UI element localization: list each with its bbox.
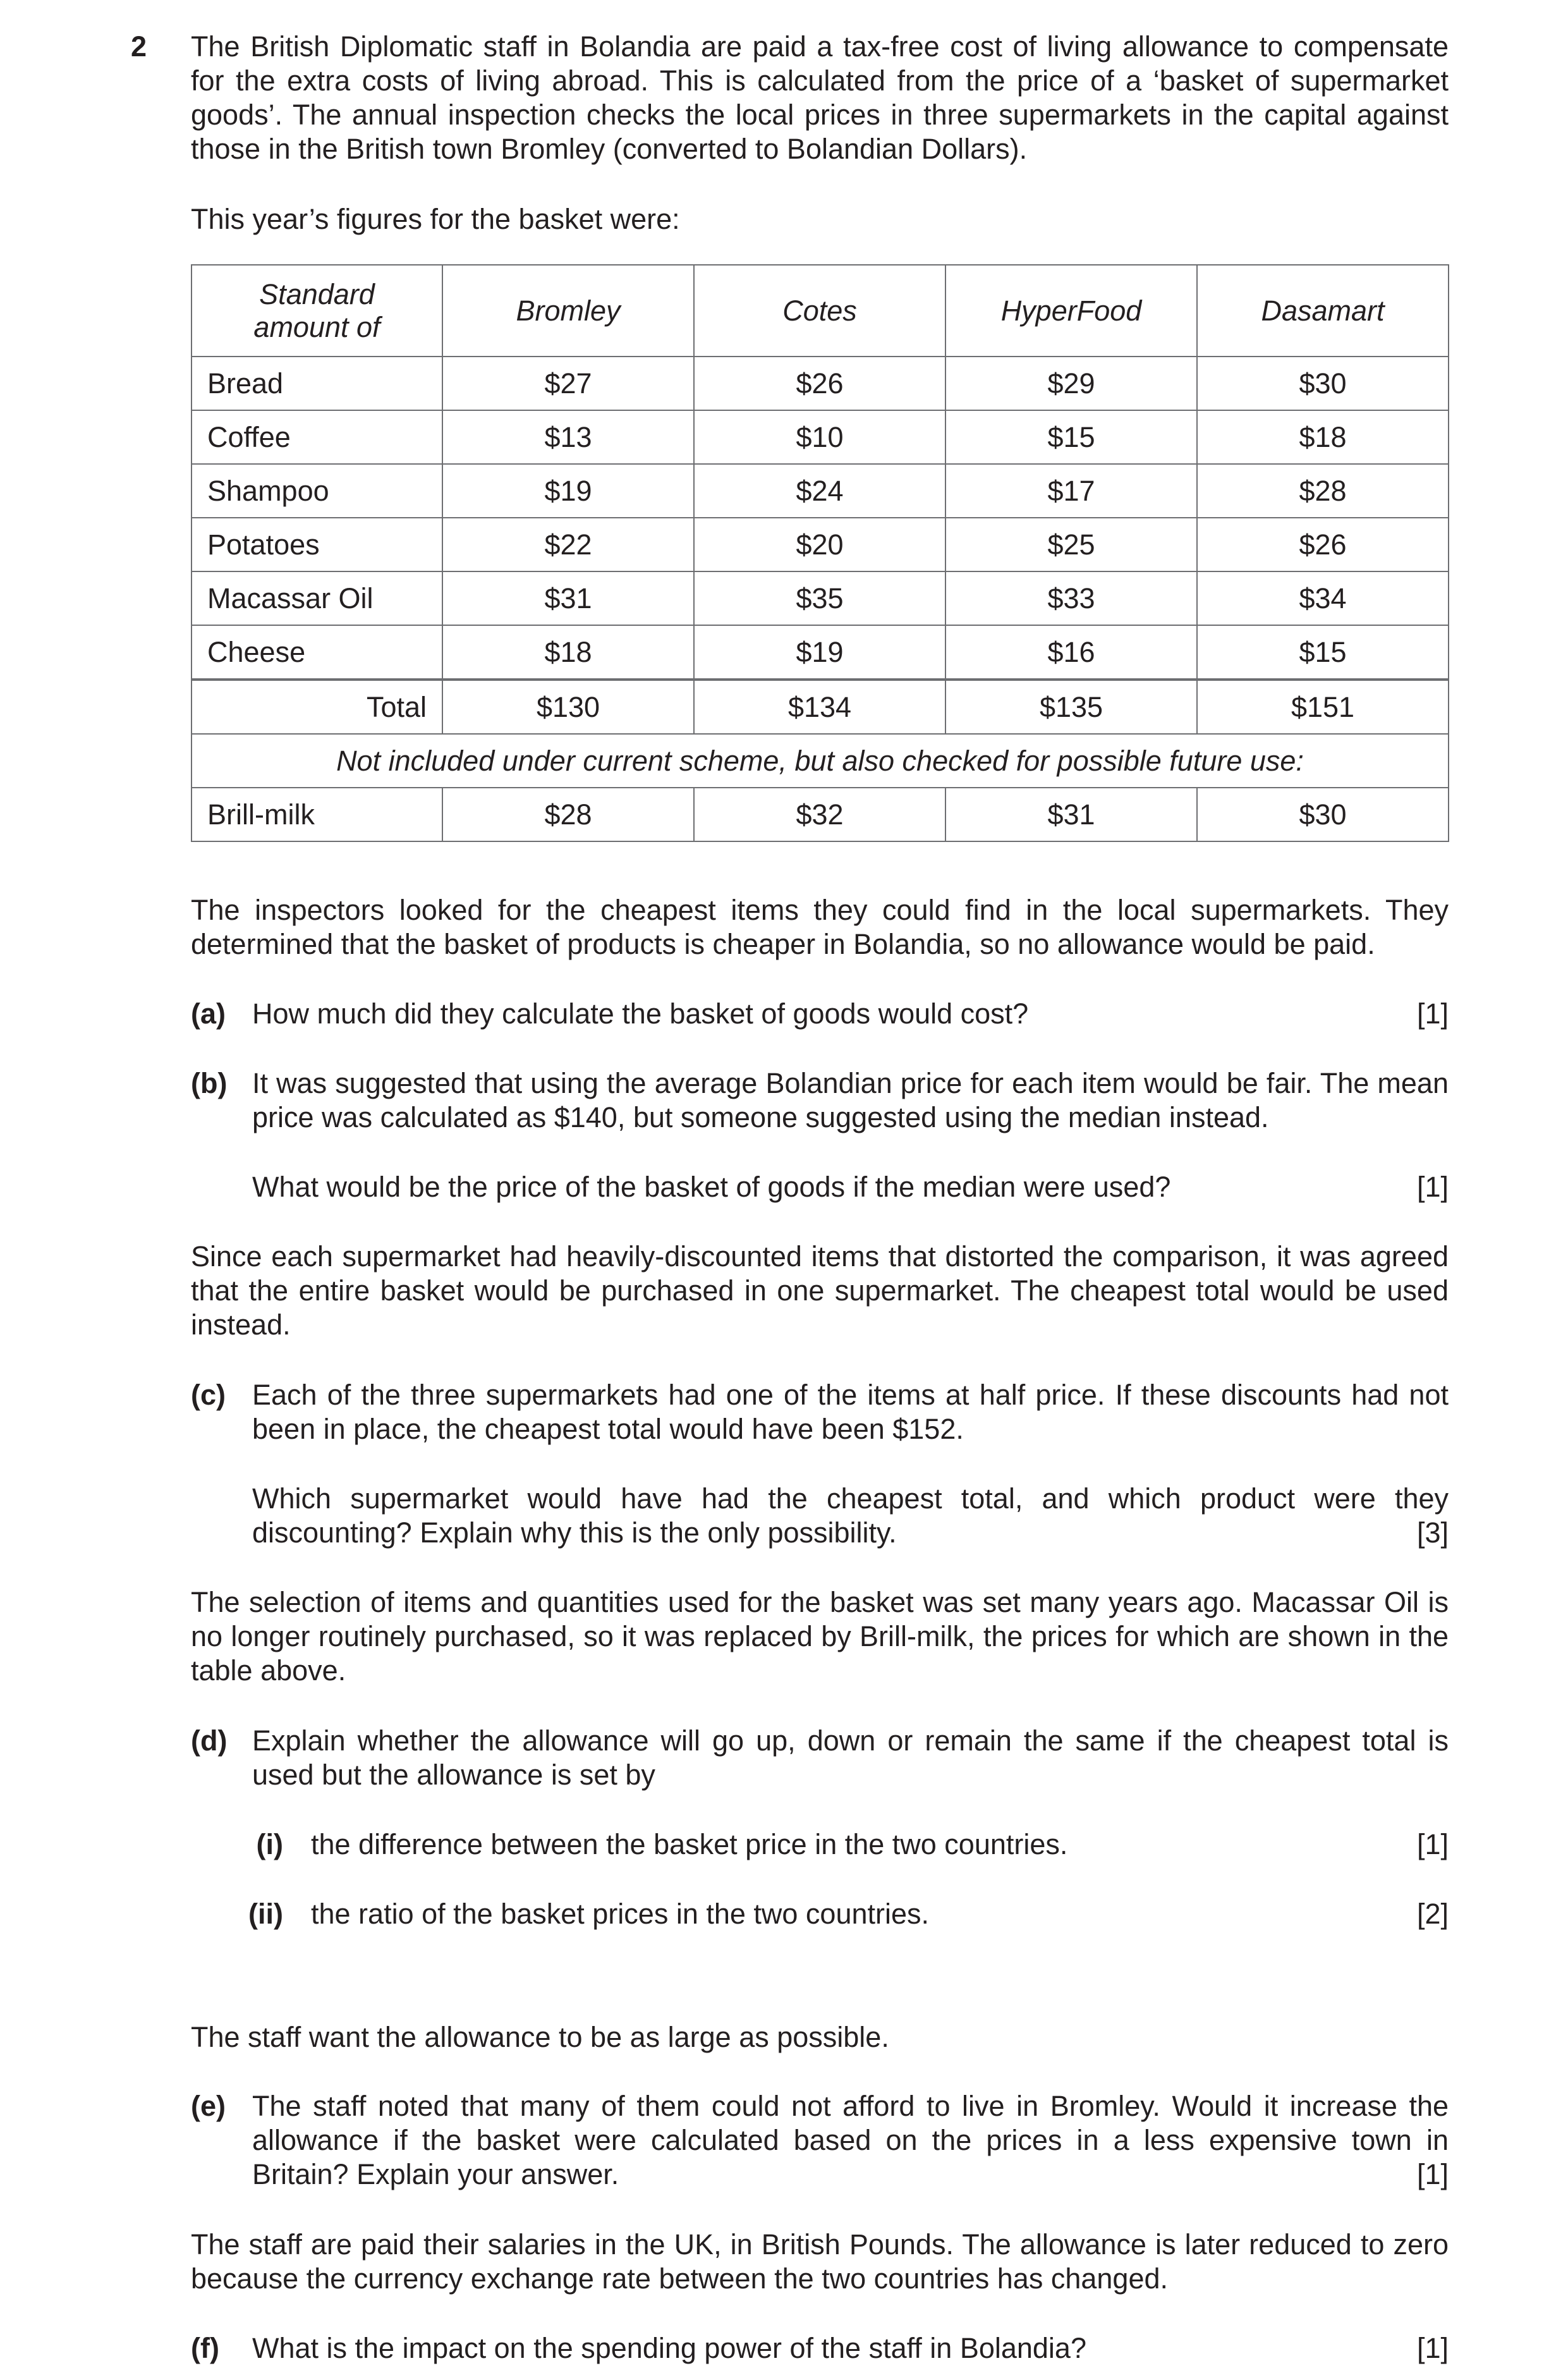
marks: [1] bbox=[1416, 998, 1449, 1030]
item-name: Bread bbox=[191, 357, 442, 410]
staff-paragraph: The staff want the allowance to be as large as possible. bbox=[191, 2021, 889, 2053]
price-cell: $27 bbox=[442, 357, 694, 410]
part-label: (c) bbox=[191, 1379, 226, 1411]
price-cell: $15 bbox=[1197, 625, 1449, 680]
item-name: Cheese bbox=[191, 625, 442, 680]
total-cell: $151 bbox=[1197, 680, 1449, 734]
inspectors-paragraph: The inspectors looked for the cheapest items they could find in the local supermarkets. They determined that the basket of products is cheaper in Bolandia, so no allowance would be paid. bbox=[191, 894, 1449, 960]
marks: [1] bbox=[1416, 2332, 1449, 2364]
intro-paragraph: The British Diplomatic staff in Bolandia are paid a tax-free cost of living allowance to compensate for the extra costs of living abroad. This is calculated from the price of a ‘basket of supermarket goods’. The annual inspection checks the local prices in three supermarkets in the capital against those in the British town Bromley (converted to Bolandian Dollars). bbox=[191, 30, 1449, 165]
table-row bbox=[191, 410, 1449, 464]
total-cell: $130 bbox=[442, 680, 694, 734]
item-name: Coffee bbox=[191, 410, 442, 464]
price-cell: $17 bbox=[945, 464, 1197, 518]
total-cell: $135 bbox=[945, 680, 1197, 734]
item-name: Shampoo bbox=[191, 464, 442, 518]
subpart-label: (ii) bbox=[248, 1898, 283, 1930]
price-cell: $31 bbox=[442, 571, 694, 625]
price-cell: $10 bbox=[694, 410, 945, 464]
price-cell: $30 bbox=[1197, 357, 1449, 410]
item-name: Potatoes bbox=[191, 518, 442, 571]
price-cell: $35 bbox=[694, 571, 945, 625]
marks: [3] bbox=[1416, 1516, 1449, 1549]
price-cell: $29 bbox=[945, 357, 1197, 410]
price-cell: $28 bbox=[442, 788, 694, 841]
price-cell: $31 bbox=[945, 788, 1197, 841]
price-cell: $32 bbox=[694, 788, 945, 841]
part-label: (e) bbox=[191, 2090, 226, 2122]
table-row bbox=[191, 357, 1449, 410]
price-cell: $26 bbox=[1197, 518, 1449, 571]
corner-header: Standard amount of bbox=[191, 265, 442, 357]
basket-table bbox=[191, 264, 1449, 842]
price-cell: $22 bbox=[442, 518, 694, 571]
table-row bbox=[191, 625, 1449, 680]
marks: [1] bbox=[1416, 1171, 1449, 1203]
table-row bbox=[191, 464, 1449, 518]
price-cell: $30 bbox=[1197, 788, 1449, 841]
price-cell: $33 bbox=[945, 571, 1197, 625]
price-cell: $20 bbox=[694, 518, 945, 571]
selection-paragraph: The selection of items and quantities used for the basket was set many years ago. Macassar Oil is no longer routinely purchased, so it was replaced by Brill-milk, the prices for which are shown in the table above. bbox=[191, 1586, 1449, 1687]
total-cell: $134 bbox=[694, 680, 945, 734]
subpart-text: the difference between the basket price in the two countries. bbox=[311, 1828, 1068, 1860]
price-cell: $19 bbox=[694, 625, 945, 680]
table-row bbox=[191, 518, 1449, 571]
column-header: Cotes bbox=[694, 265, 945, 357]
price-cell: $18 bbox=[1197, 410, 1449, 464]
table-header-row bbox=[191, 265, 1449, 357]
part-text: It was suggested that using the average Bolandian price for each item would be fair. The mean price was calculated as $140, but someone suggested using the median instead. bbox=[252, 1067, 1449, 1133]
marks: [2] bbox=[1416, 1898, 1449, 1930]
price-cell: $13 bbox=[442, 410, 694, 464]
table-row bbox=[191, 571, 1449, 625]
price-cell: $16 bbox=[945, 625, 1197, 680]
price-cell: $18 bbox=[442, 625, 694, 680]
part-text: What is the impact on the spending power of the staff in Bolandia? bbox=[252, 2332, 1086, 2364]
table-intro: This year’s figures for the basket were: bbox=[191, 203, 680, 235]
item-name: Brill-milk bbox=[191, 788, 442, 841]
price-cell: $28 bbox=[1197, 464, 1449, 518]
question-number: 2 bbox=[131, 30, 147, 63]
part-question: Which supermarket would have had the cheapest total, and which product were they discounting? Explain why this is the only possibility. [3] bbox=[252, 1482, 1449, 1549]
part-label: (d) bbox=[191, 1724, 228, 1757]
salaries-paragraph: The staff are paid their salaries in the UK, in British Pounds. The allowance is later reduced to zero because the currency exchange rate between the two countries has changed. bbox=[191, 2228, 1449, 2295]
price-cell: $24 bbox=[694, 464, 945, 518]
price-cell: $25 bbox=[945, 518, 1197, 571]
marks: [1] bbox=[1416, 2158, 1449, 2190]
column-header: Bromley bbox=[442, 265, 694, 357]
price-cell: $19 bbox=[442, 464, 694, 518]
extra-row bbox=[191, 788, 1449, 841]
column-header: Dasamart bbox=[1197, 265, 1449, 357]
total-label: Total bbox=[191, 680, 442, 734]
marks: [1] bbox=[1416, 1828, 1449, 1860]
total-row bbox=[191, 680, 1449, 734]
table-note: Not included under current scheme, but also checked for possible future use: bbox=[191, 734, 1449, 788]
part-text: Each of the three supermarkets had one of the items at half price. If these discounts had not been in place, the cheapest total would have been $152. bbox=[252, 1379, 1449, 1445]
part-question: What would be the price of the basket of goods if the median were used? bbox=[252, 1171, 1171, 1203]
price-cell: $15 bbox=[945, 410, 1197, 464]
column-header: HyperFood bbox=[945, 265, 1197, 357]
part-text: The staff noted that many of them could not afford to live in Bromley. Would it increase the allowance if the basket were calculated based on the prices in a less expensive town in Britain? Explain your answer. [1] bbox=[252, 2090, 1449, 2190]
discounted-paragraph: Since each supermarket had heavily-discounted items that distorted the comparison, it was agreed that the entire basket would be purchased in one supermarket. The cheapest total would be used instead. bbox=[191, 1240, 1449, 1341]
note-row bbox=[191, 734, 1449, 788]
part-label: (a) bbox=[191, 998, 226, 1030]
part-label: (b) bbox=[191, 1067, 228, 1099]
price-cell: $26 bbox=[694, 357, 945, 410]
item-name: Macassar Oil bbox=[191, 571, 442, 625]
price-cell: $34 bbox=[1197, 571, 1449, 625]
part-label: (f) bbox=[191, 2332, 219, 2364]
part-text: How much did they calculate the basket of goods would cost? bbox=[252, 998, 1029, 1030]
subpart-label: (i) bbox=[256, 1828, 283, 1860]
subpart-text: the ratio of the basket prices in the two countries. bbox=[311, 1898, 930, 1930]
part-text: Explain whether the allowance will go up, down or remain the same if the cheapest total is used but the allowance is set by bbox=[252, 1724, 1449, 1791]
